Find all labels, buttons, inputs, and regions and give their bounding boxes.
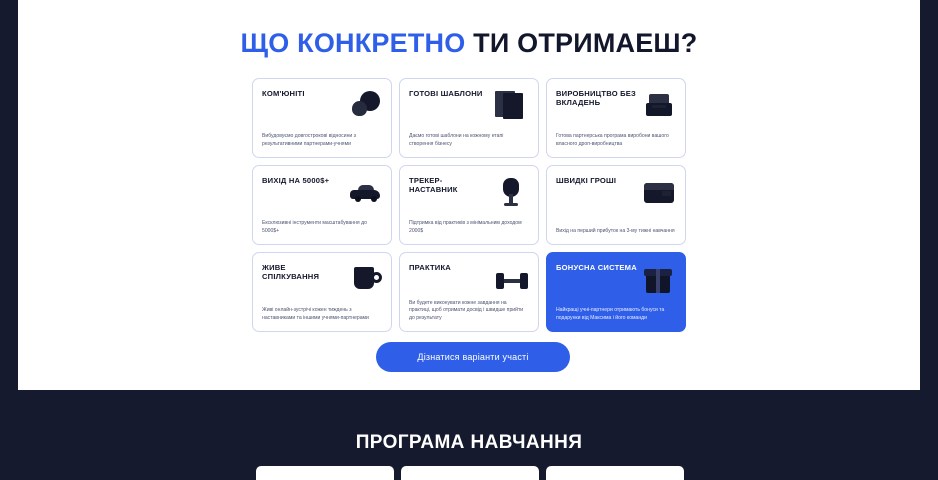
card-title: ШВИДКІ ГРОШІ [556, 176, 617, 185]
printer-icon [632, 87, 678, 123]
page-title [0, 28, 938, 59]
benefit-card-income[interactable] [252, 165, 392, 245]
card-description: Вибудовуємо довгострокові відносини з результативними партнерами-учнями [262, 133, 356, 147]
card-description: Підтримка від практиків з мінімальним доходом 2000$ [409, 220, 522, 234]
card-title: ВИРОБНИЦТВО БЕЗ ВКЛАДЕНЬ [556, 89, 636, 108]
card-title: ВИХІД НА 5000$+ [262, 176, 330, 185]
benefit-card-production[interactable] [546, 78, 686, 158]
card-title: ЖИВЕ СПІЛКУВАННЯ [262, 263, 320, 282]
benefit-card-templates[interactable] [399, 78, 539, 158]
microphone-icon [485, 174, 531, 210]
page-title-rest: ТИ ОТРИМАЕШ? [465, 28, 698, 58]
card-title: КОМ'ЮНІТІ [262, 89, 305, 98]
benefits-grid [252, 78, 686, 332]
card-title: БОНУСНА СИСТЕМА [556, 263, 637, 272]
earbuds-icon [338, 87, 384, 123]
program-card[interactable] [546, 466, 684, 480]
card-description: Ви будете виконувати кожне завдання на практиці, щоб отримати досвід і швидше прийти до результату [409, 299, 524, 321]
benefit-card-tracker[interactable] [399, 165, 539, 245]
benefit-card-fast-money[interactable] [546, 165, 686, 245]
dumbbell-icon [485, 261, 531, 297]
benefit-card-community[interactable] [252, 78, 392, 158]
card-title: ТРЕКЕР-НАСТАВНИК [409, 176, 458, 195]
program-cards-row [256, 466, 686, 480]
benefit-card-bonus-system[interactable] [546, 252, 686, 332]
car-icon [338, 174, 384, 210]
card-description: Живі онлайн-зустрічі кожен тиждень з наставниками та іншими учнями-партнерами [262, 307, 369, 321]
benefit-card-live-communication[interactable] [252, 252, 392, 332]
join-options-button[interactable]: Дізнатися варіанти участі [376, 342, 570, 372]
card-description: Найкращі учні-партнери отримають бонуси та подарунки від Максима і його команди [556, 307, 665, 321]
card-description: Вихід на перший прибуток на 3-му тижні навчання [556, 227, 675, 234]
program-card[interactable] [256, 466, 394, 480]
program-card[interactable] [401, 466, 539, 480]
page-title-accent: ЩО КОНКРЕТНО [240, 28, 466, 58]
benefit-card-practice[interactable] [399, 252, 539, 332]
card-description: Даємо готові шаблони на кожному етапі створення бізнесу [409, 133, 504, 147]
card-title: ГОТОВІ ШАБЛОНИ [409, 89, 483, 98]
wallet-icon [632, 174, 678, 210]
program-section-title: ПРОГРАМА НАВЧАННЯ [355, 432, 583, 453]
gift-icon [632, 261, 678, 297]
card-description: Ексклюзивні інструменти масштабування до 5000$+ [262, 220, 367, 234]
card-description: Готова партнерська програма виробони вашого власного дроп-виробництва [556, 133, 669, 147]
mug-icon [338, 261, 384, 297]
card-title: ПРАКТИКА [409, 263, 451, 272]
documents-icon [485, 87, 531, 123]
